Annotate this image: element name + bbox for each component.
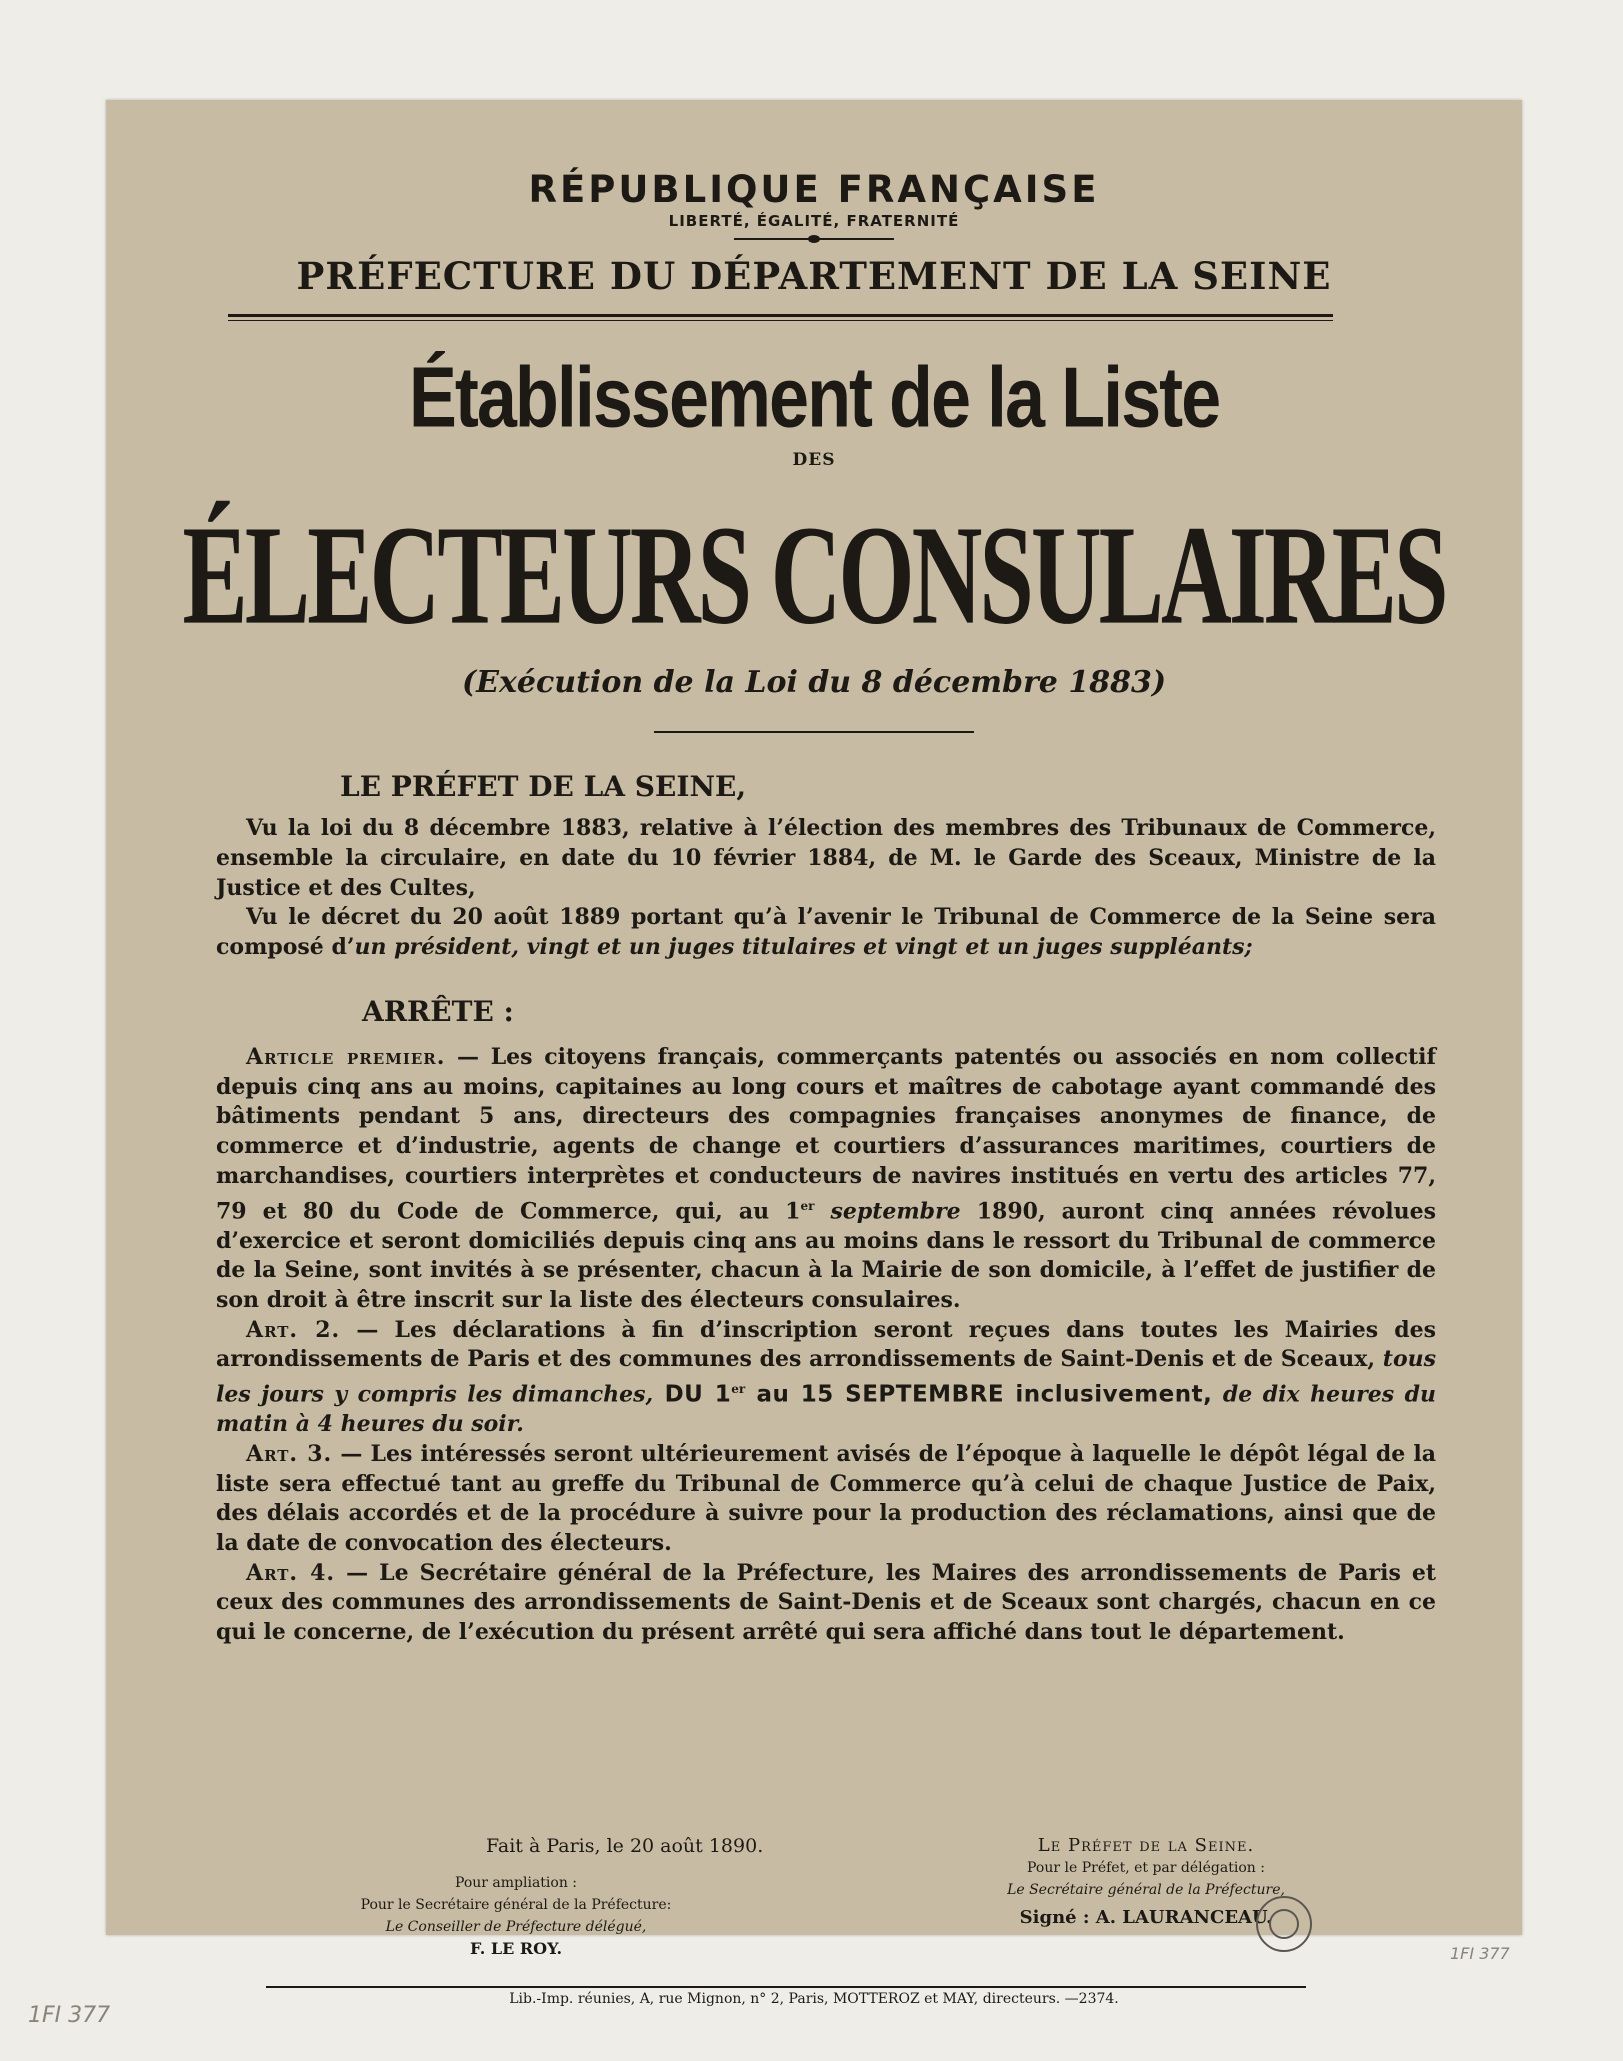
ampliation-role: Le Conseiller de Préfecture délégué, — [385, 1919, 647, 1935]
ampliation-line-3 — [286, 1916, 746, 1938]
article-1-text: — Les citoyens français, commerçants patentés ou associés en nom collectif depuis cinq ans au moins, capitaines au long cours et maîtres de cabotage ayant commandé des bâtiments pendant 5 ans, directeurs des compagnies françaises anonymes de finance, de commerce et d’industrie, agents de change et courtiers d’assurances maritimes, courtiers de marchandises, courtiers interprètes et conducteurs de navires institués en vertu des articles 77, 79 et 80 du Code de Commerce, qui, au 1 — [216, 1044, 1436, 1224]
considerant-2-italic: un président, vingt et un juges titulaires et vingt et un juges suppléants; — [354, 934, 1253, 961]
article-4 — [216, 1559, 1436, 1648]
place-date: Fait à Paris, le 20 août 1890. — [486, 1835, 764, 1857]
secretary-line — [876, 1879, 1416, 1901]
title-main: ÉLECTEURS CONSULAIRES — [182, 497, 1446, 655]
article-4-label: Art. 4. — [246, 1559, 336, 1586]
header-rule-thin — [228, 320, 1333, 321]
article-2-dates-end: au 15 SEPTEMBRE inclusivement, — [745, 1381, 1213, 1408]
article-2-sup: er — [731, 1382, 746, 1397]
article-2-dates-start: DU 1 — [653, 1381, 732, 1408]
articles — [216, 1043, 1436, 1648]
prefect-heading: LE PRÉFET DE LA SEINE, — [340, 770, 747, 803]
article-2-italic: tous les jours y compris les dimanches, — [216, 1346, 1436, 1408]
article-4-text: — Le Secrétaire général de la Préfecture, les Maires des arrondissements de Paris et ceux des communes des arrondissements de Saint-Denis et de Sceaux sont chargés, chacun en ce qui le concerne, de l’exécution du présent arrêté qui sera affiché dans tout le département. — [216, 1559, 1437, 1646]
footer-rule — [266, 1986, 1306, 1988]
secretary-role: Le Secrétaire général de la Préfecture, — [1007, 1882, 1285, 1898]
article-3-text: — Les intéressés seront ultérieurement avisés de l’époque à laquelle le dépôt légal de la liste sera effectué tant au greffe du Tribunal de Commerce qu’à celui de chaque Justice de Paix, des délais accordés et de la procédure à suivre pour la production des réclamations, ainsi que de la date de convocation des électeurs. — [216, 1440, 1437, 1556]
article-1-label: Article premier. — [246, 1044, 446, 1070]
article-1 — [216, 1043, 1436, 1316]
delegation-line: Pour le Préfet, et par délégation : — [1027, 1860, 1265, 1876]
header-rule — [228, 314, 1333, 317]
archive-stamp-icon — [1256, 1896, 1312, 1952]
article-3 — [216, 1440, 1436, 1559]
article-1-sup: er — [800, 1198, 815, 1213]
ampliation-line-1: Pour ampliation : — [454, 1875, 578, 1891]
article-1-date: septembre — [814, 1197, 961, 1224]
title-subtitle: (Exécution de la Loi du 8 décembre 1883) — [461, 665, 1167, 700]
prefect-title: Le Préfet de la Seine. — [1037, 1835, 1255, 1856]
title-divider — [654, 731, 974, 733]
title-line-2: DES — [792, 450, 836, 470]
motto: LIBERTÉ, ÉGALITÉ, FRATERNITÉ — [668, 212, 960, 230]
ornament-divider — [734, 238, 894, 240]
preamble — [216, 814, 1436, 963]
republic-heading: RÉPUBLIQUE FRANÇAISE — [528, 168, 1100, 211]
article-2-text: — Les déclarations à fin d’inscription seront reçues dans toutes les Mairies des arrondissements de Paris et des communes des arrondissements de Saint-Denis et de Sceaux, — [216, 1316, 1437, 1373]
printer-line: Lib.-Imp. réunies, A, rue Mignon, n° 2, Paris, MOTTEROZ et MAY, directeurs. —2374. — [509, 1991, 1119, 2007]
signed-name: Signé : A. LAURANCEAU. — [1019, 1907, 1273, 1928]
article-3-label: Art. 3. — [246, 1440, 333, 1467]
ampliation-line-2: Pour le Secrétaire général de la Préfecture: — [360, 1897, 672, 1913]
considerant-2 — [216, 903, 1436, 963]
considerant-2-text: Vu le décret du 20 août 1889 portant qu’à l’avenir le Tribunal de Commerce de la Seine sera composé d’ — [216, 904, 1436, 961]
article-2-hours: de dix heures du matin à 4 heures du soir. — [216, 1381, 1436, 1438]
article-2 — [216, 1316, 1436, 1440]
prefect-signature-block — [876, 1835, 1416, 1929]
arrete-heading: ARRÊTE : — [362, 995, 514, 1028]
inventory-number-right: 1FI 377 — [1450, 1944, 1510, 1963]
inventory-number-left: 1FI 377 — [28, 2003, 111, 2028]
article-1-text-end: 1890, auront cinq années révolues d’exercice et seront domiciliés depuis cinq ans au moins dans le ressort du Tribunal de commerce de la Seine, sont invités à se présenter, chacun à la Mairie de son domicile, à l’effet de justifier de son droit à être inscrit sur la liste des électeurs consulaires. — [216, 1197, 1436, 1313]
title-line-1: Établissement de la Liste — [408, 351, 1220, 446]
prefecture-heading: PRÉFECTURE DU DÉPARTEMENT DE LA SEINE — [296, 254, 1332, 298]
ampliation-block — [286, 1872, 746, 1960]
article-2-label: Art. 2. — [246, 1316, 341, 1343]
ampliation-signatory: F. LE ROY. — [469, 1939, 563, 1958]
considerant-1: Vu la loi du 8 décembre 1883, relative à l’élection des membres des Tribunaux de Commerce, ensemble la circulaire, en date du 10 février 1884, de M. le Garde des Sceaux, Ministre de la Justice et des Cultes, — [216, 815, 1436, 901]
